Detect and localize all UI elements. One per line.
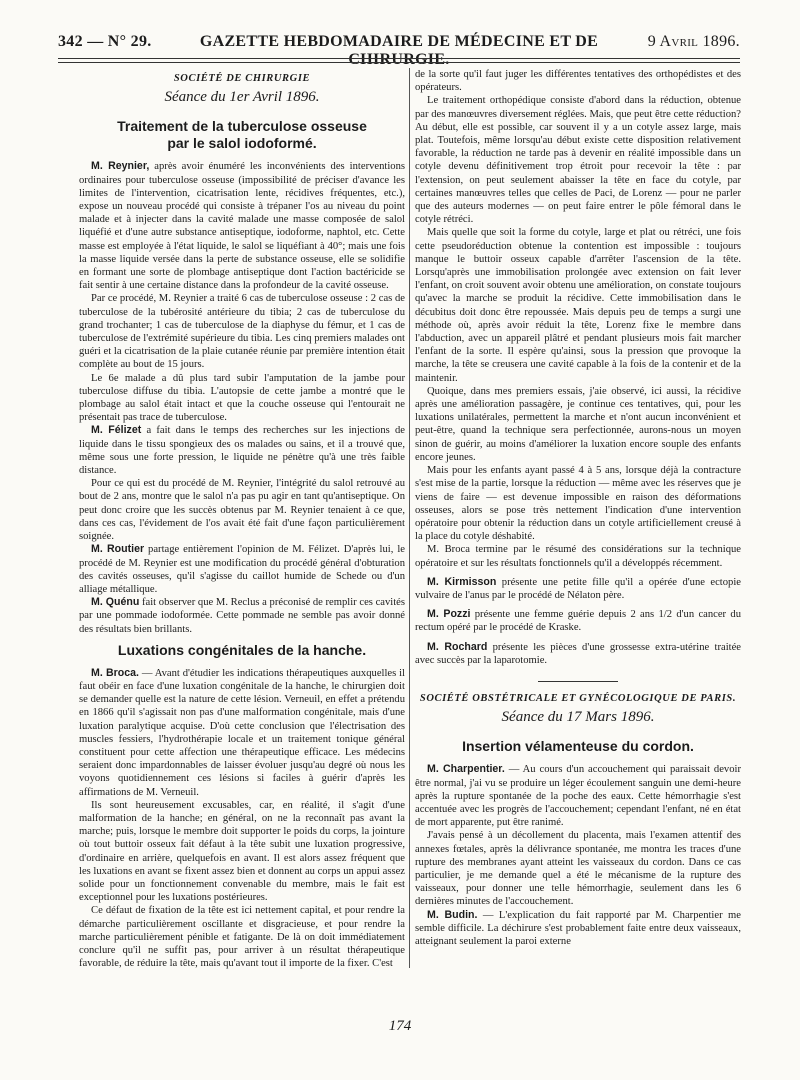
session-date: Séance du 1er Avril 1896. xyxy=(164,89,320,106)
paragraph: Pour ce qui est du procédé de M. Reynier, l'intégrité du salol retrouvé au bout de 2 ans, montre que le salol n'a pas pu agir en tant qu'antiseptique. On peut donc croire que les succès obtenus par M. Reynier tenaient à ce que, dans ces cas, l'évidement de l'os avait été fait d'une façon particulièrement soignée. xyxy=(79,478,405,543)
society-heading: SOCIÉTÉ DE CHIRURGIE xyxy=(173,73,311,84)
section-title: Luxations congénitales de la hanche. xyxy=(117,641,367,658)
paragraph: Par ce procédé, M. Reynier a traité 6 cas de tuberculose osseuse : 2 cas de tuberculose de la tubérosité antérieure du tibia; 2 cas de tuberculose du grand trochanter; 1 cas de tuberculose de la diaphyse du fémur, et 1 cas de tuberculose de l'extrémité supérieure du tibia. Les cinq premiers malades ont guéri et la cicatrisation de la plaie cutanée réunie par première intention était complète au bout de 15 jours. xyxy=(79,293,405,371)
folio-number: 174 xyxy=(388,1018,412,1034)
running-header xyxy=(58,33,740,68)
issue-date: 9 Avril 1896. xyxy=(647,33,740,50)
page-number: 342 — N° 29. xyxy=(58,33,152,50)
speaker-name: M. Quénu xyxy=(91,596,140,609)
paragraph: J'avais pensé à un décollement du placenta, mais l'examen attentif des annexes fœtales, après la délivrance spontanée, me montra les traces d'une rupture des membranes ayant atteint les vaisseaux du cordon. Dans ce cas particulier, je me demande quel a été le mécanisme de la rupture des vaisseaux, pour donner une telle hémorrhagie, seulement dans les 6 dernières minutes de l'accouchement. xyxy=(415,830,741,908)
paragraph-text: après avoir énuméré les inconvénients des interventions ordinaires pour tuberculose osseuse (impossibilité de préciser d'avance les limites de l'intervention, cicatrisation lente, récidives fréquentes, etc.), expose un nouveau procédé qui consiste à trépaner l'os au niveau du point malade et à injecter dans la cavité malade une masse composée de salol liquéfié et d'une autre substance antiseptique, iodoforme, naphtol, etc. Cette masse est employée à l'état liquide, le salol se liquéfiant à 40°; mais une fois la masse liquide versée dans la perte de substance osseuse, elle se solidifie en formant une sorte de plombage antiseptique dont l'action bactéricide se fait sentir à une certaine distance dans la profondeur de la cavité osseuse. xyxy=(79,161,405,292)
right-column xyxy=(415,68,741,948)
speaker-name: M. Reynier, xyxy=(91,160,150,173)
speaker-name: M. Budin. xyxy=(427,908,478,921)
paragraph: Mais pour les enfants ayant passé 4 à 5 ans, lorsque déjà la contracture s'est mise de la partie, lorsque la réduction — même avec les réserves que je viens de faire — est devenue impossible en raison des déformations osseuses, alors se pose très nettement l'indication d'une intervention opératoire pour obtenir la réduction dans un cotyle artificiellement creusé à la place du cotyle déshabité. xyxy=(415,465,741,543)
speaker-name: M. Charpentier. xyxy=(427,763,505,776)
article-title-line1: Traitement de la tuberculose osseuse xyxy=(117,118,367,135)
paragraph xyxy=(415,641,741,667)
speaker-name: M. Routier xyxy=(91,543,145,556)
paragraph xyxy=(415,608,741,634)
paragraph xyxy=(79,424,405,477)
paragraph xyxy=(79,160,405,292)
paragraph: Mais quelle que soit la forme du cotyle, large et plat ou rétréci, une fois cette pseudoréduction obtenue la contention est impossible : toujours manque le buttoir osseux capable d'arrêter l'ascension de la tête. Lorsqu'après une immobilisation prolongée avec extension on fait lever l'enfant, on croit souvent avoir obtenu une amélioration, on constate toujours qu'avec la marche se produit la récidive. Cette immobilisation dans le décubitus doit donc être repoussée. Mais depuis peu de temps a surgi une méthode où, après avoir réduit la tête, Lorenz fixe le membre dans l'abduction, avec un appareil plâtré et pendant plusieurs mois fait marcher l'enfant de la sorte. Il espère qu'ainsi, sous la pression que provoque la marche, la tête se creusera une cavité capable à la fois de la contenir et de la maintenir. xyxy=(415,227,741,384)
paragraph xyxy=(415,576,741,602)
session-date: Séance du 17 Mars 1896. xyxy=(501,709,655,726)
header-rule xyxy=(58,58,740,59)
header-rule-double xyxy=(58,62,740,63)
paragraph xyxy=(79,543,405,596)
article-title: Insertion vélamenteuse du cordon. xyxy=(462,738,694,755)
paragraph-text: — Au cours d'un accouchement qui paraissait devoir être normal, j'ai vu se produire un léger écoulement sanguin une demi-heure après la rupture spontanée de la poche des eaux. Cette hémorrhagie s'est accentuée avec les progrès de l'accouchement; cependant l'enfant, né en état de mort apparente, put être ranimé. xyxy=(415,764,741,829)
paragraph-text: — Avant d'étudier les indications thérapeutiques auxquelles il faut obéir en face d'une luxation congénitale de la hanche, le chirurgien doit se demander quelle est la nature de cette lésion. Verneuil, en effet a prétendu en 1866 qu'il s'agissait non pas d'une malformation congénitale, mais d'une luxation paralytique acquise. D'où cette conclusion que l'électrisation des muscles fessiers, l'hydrothérapie locale et un traitement tonique général constituent pour cette affection une thérapeutique efficace. Les médecins seraient donc impardonnables de laisser évoluer jusqu'au degré où nous les voyons quotidiennement ces lésions si faciles à guérir d'après les affirmations de M. Verneuil. xyxy=(79,667,406,798)
paragraph xyxy=(79,596,405,636)
paragraph xyxy=(79,667,405,799)
left-column xyxy=(79,68,405,970)
speaker-name: M. Broca. xyxy=(91,666,139,679)
section-divider xyxy=(538,681,618,682)
paragraph-text: — L'explication du fait rapporté par M. Charpentier me semble difficile. La déchirure s'est probablement faite entre deux vaisseaux, atteignant seulement la paroi externe xyxy=(415,909,741,947)
speaker-name: M. Félizet xyxy=(91,424,142,437)
paragraph xyxy=(415,763,741,829)
journal-title: GAZETTE HEBDOMADAIRE DE MÉDECINE ET DE CHIRURGIE. xyxy=(199,33,599,68)
paragraph-text: a fait dans le temps des recherches sur les injections de liquide dans le tissu spongieux des os malades ou sains, et il a trouvé que, même sous une forte pression, le liquide ne pénètre qu'à une très faible distance. xyxy=(79,425,405,477)
paragraph: Le 6e malade a dû plus tard subir l'amputation de la jambe pour tuberculose diffuse du tibia. L'autopsie de cette jambe a montré que le plombage au salol était intact et que la couche osseuse qui l'entourait ne présentait pas trace de tuberculose. xyxy=(79,372,405,424)
paragraph-text: présente les pièces d'une grossesse extra-utérine traitée avec succès par la laparotomie. xyxy=(415,641,741,666)
paragraph: de la sorte qu'il faut juger les différentes tentatives des orthopédistes et des opérateurs. xyxy=(415,69,741,94)
paragraph: M. Broca termine par le résumé des considérations sur la technique opératoire et sur les résultats fonctionnels qu'il a développés récemment. xyxy=(415,544,741,569)
article-title xyxy=(79,118,405,152)
paragraph-text: présente une femme guérie depuis 2 ans 1/2 d'un cancer du rectum opéré par le procédé de Kraske. xyxy=(415,609,741,634)
paragraph: Ce défaut de fixation de la tête est ici nettement capital, et pour rendre la démarche particulièrement oscillante et disgracieuse, et pour rendre la marche particulièrement pénible et fatigante. De là on doit immédiatement conclure qu'il ne suffit pas, pour arriver à un résultat thérapeutique favorable, de réduire la tête, mais qu'avant tout il importe de la fixer. C'est xyxy=(79,905,405,970)
paragraph-text: partage entièrement l'opinion de M. Félizet. D'après lui, le procédé de M. Reynier est une modification du procédé général d'obturation des cavités osseuses, qu'il s'agisse du caillot humide de Schede ou d'un alliage métallique. xyxy=(79,544,405,595)
column-separator xyxy=(409,68,410,968)
paragraph: Ils sont heureusement excusables, car, en réalité, il s'agit d'une malformation de la hanche; en général, on ne la reconnaît pas avant la marche; puis, lorsque le membre doit supporter le poids du corps, la jointure où tout buttoir osseux fait défaut à la tête subit une luxation progressive, d'ordinaire en arrière, quelquefois en avant. Il est alors assez fréquent que les luxations en avant se fixent assez bien et donnent au corps un appui assez solide pour un fonctionnement convenable du membre, mais le fait est exceptionnel pour les luxations postérieures. xyxy=(79,799,405,904)
society-heading: SOCIÉTÉ OBSTÉTRICALE ET GYNÉCOLOGIQUE DE PARIS. xyxy=(419,692,737,704)
paragraph xyxy=(415,909,741,949)
paragraph-text: présente une petite fille qu'il a opérée d'une ectopie vulvaire de l'anus par le procédé de Nélaton père. xyxy=(415,576,741,601)
paragraph: Le traitement orthopédique consiste d'abord dans la réduction, obtenue par des manœuvres diversement réglées. Mais, que peut être cette réduction? Au début, elle est possible, car souvent il y a un cotyle assez large, mais plat. Toutefois, même lorsqu'au début existe cette disposition relativement favorable, la réduction ne tarde pas à devenir en réalité impossible dans un cotyle devenu définitivement trop étroit pour recevoir la tête : par l'extension, on peut seulement abaisser la tête en face du cotyle, par certaines manœuvres telles que celles de Paci, de Lorenz — pour ne parler que des auteurs modernes — on peut faire entrer le pôle fémoral dans le cotyle rétréci. xyxy=(415,95,741,226)
speaker-name: M. Kirmisson xyxy=(427,575,497,588)
article-title-line2: par le salol iodoformé. xyxy=(167,135,317,152)
speaker-name: M. Rochard xyxy=(427,640,488,653)
paragraph: Quoique, dans mes premiers essais, j'aie observé, ici aussi, la récidive après une amélioration passagère, je continue ces tentatives, qui, pour les luxations unilatérales, permettent la marche et n'ont aucun inconvénient et peut-être, quand la technique sera perfectionnée, aurons-nous un moyen sinon de guérir, au moins d'améliorer la luxation encore souple des enfants encore jeunes. xyxy=(415,385,741,463)
paragraph-text: fait observer que M. Reclus a préconisé de remplir ces cavités par une pommade iodoformée. Cette pommade ne semble pas avoir donné des résultats bien brillants. xyxy=(79,597,405,635)
speaker-name: M. Pozzi xyxy=(427,608,471,621)
